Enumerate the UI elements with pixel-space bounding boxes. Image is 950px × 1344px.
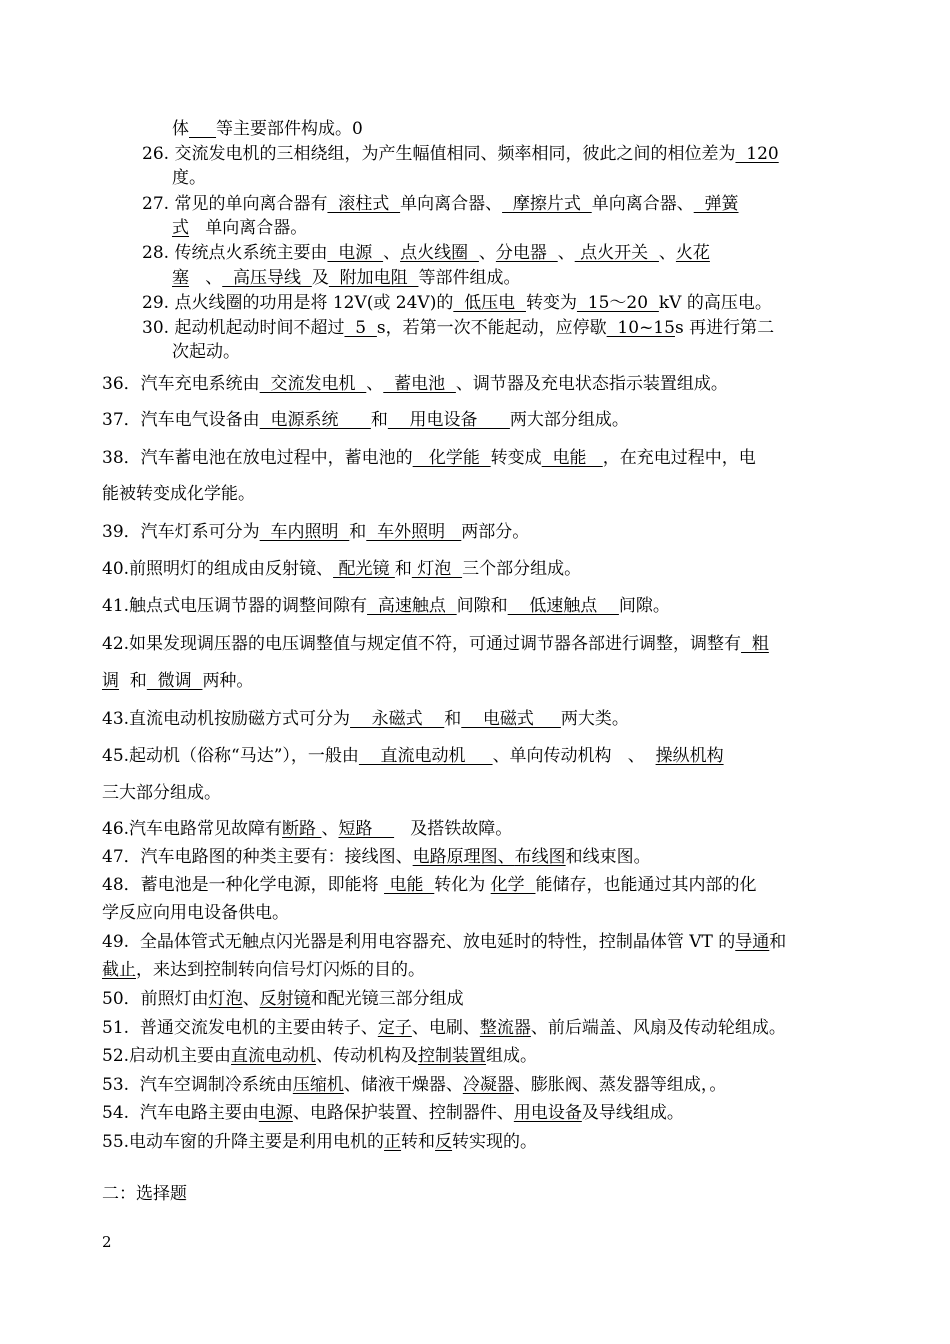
- answer-blank: 灯泡: [411, 559, 463, 579]
- text-segment: 二：选择题: [102, 1184, 187, 1204]
- text-segment: 30. 起动机起动时间不超过: [142, 318, 345, 338]
- text-segment: 、: [383, 243, 401, 263]
- text-segment: 转和: [401, 1132, 436, 1152]
- text-line: [172, 166, 206, 190]
- text-segment: 两大类。: [560, 709, 629, 729]
- page-number: 2: [102, 1233, 112, 1251]
- answer-blank: 短路: [338, 819, 395, 839]
- text-segment: 体: [172, 119, 189, 139]
- text-segment: 、单向传动机构 、: [492, 746, 656, 766]
- text-segment: 转化为: [434, 875, 491, 895]
- answer-blank: 高速触点: [367, 596, 457, 616]
- answer-blank: 120: [735, 144, 779, 164]
- text-line: [142, 291, 772, 315]
- text-line: [102, 845, 651, 869]
- text-segment: 37．汽车电气设备由: [102, 410, 260, 430]
- answer-blank: 点火线圈: [400, 243, 479, 263]
- answer-blank: 直流电动机: [231, 1046, 317, 1066]
- answer-blank: 电磁式: [461, 709, 561, 729]
- text-segment: 38．汽车蓄电池在放电过程中，蓄电池的: [102, 448, 413, 468]
- text-line: [102, 1101, 684, 1125]
- text-line: [102, 1130, 537, 1154]
- answer-blank: 粗: [741, 634, 769, 654]
- text-line: [172, 216, 307, 240]
- answer-blank: 操纵机构: [655, 746, 724, 766]
- text-segment: 和: [394, 559, 412, 579]
- text-segment: 及搭铁故障。: [394, 819, 513, 839]
- text-segment: 单向离合器、: [400, 194, 503, 214]
- text-segment: s 再进行第二: [674, 318, 775, 338]
- text-segment: 次起动。: [172, 342, 240, 362]
- text-segment: 和: [349, 522, 367, 542]
- text-segment: 49. 全晶体管式无触点闪光器是利用电容器充、放电延时的特性，控制晶体管 VT 的: [102, 932, 736, 952]
- text-segment: ，在充电过程中，电: [602, 448, 756, 468]
- answer-blank: 用电设备: [387, 410, 510, 430]
- text-segment: 间隙和: [456, 596, 508, 616]
- text-segment: 等主要部件构成。0: [216, 119, 363, 139]
- text-segment: 组成。: [486, 1046, 538, 1066]
- text-segment: 和: [769, 932, 787, 952]
- answer-blank: 截止: [102, 960, 136, 980]
- answer-blank: [189, 119, 216, 139]
- answer-blank: 调: [102, 671, 119, 691]
- text-segment: 三个部分组成。: [462, 559, 582, 579]
- text-segment: 40.前照明灯的组成由反射镜、: [102, 559, 334, 579]
- answer-blank: 5: [344, 318, 377, 338]
- text-line: [172, 266, 520, 290]
- text-segment: 能被转变成化学能。: [102, 484, 255, 504]
- text-segment: 两部分。: [461, 522, 530, 542]
- text-line: [102, 669, 253, 693]
- text-segment: 、前后端盖、风扇及传动轮组成。: [530, 1018, 786, 1038]
- text-segment: 27. 常见的单向离合器有: [142, 194, 328, 214]
- text-segment: 、: [189, 268, 223, 288]
- answer-blank: 15～20: [576, 293, 659, 313]
- answer-blank: 配光镜: [333, 559, 395, 579]
- answer-blank: 反射镜: [259, 989, 311, 1009]
- text-line: [102, 987, 464, 1011]
- text-line: [102, 632, 769, 656]
- text-line: [102, 1016, 786, 1040]
- text-segment: 两大部分组成。: [509, 410, 629, 430]
- answer-blank: 化学: [490, 875, 536, 895]
- text-segment: 、膨胀阀、蒸发器等组成，。: [513, 1075, 727, 1095]
- text-segment: 三大部分组成。: [102, 783, 221, 803]
- text-segment: 29. 点火线圈的功用是将 12V(或 24V)的: [142, 293, 454, 313]
- text-segment: 、电路保护装置、控制器件、: [292, 1103, 514, 1123]
- text-line: [172, 340, 240, 364]
- answer-blank: 10~15: [606, 318, 675, 338]
- text-segment: 度。: [172, 168, 206, 188]
- answer-blank: 直流电动机: [358, 746, 493, 766]
- answer-blank: 微调: [146, 671, 203, 691]
- text-segment: 间隙。: [618, 596, 670, 616]
- text-segment: 等部件组成。: [418, 268, 521, 288]
- text-segment: 和: [444, 709, 462, 729]
- answer-blank: 弹簧: [693, 194, 739, 214]
- text-line: [102, 958, 425, 982]
- answer-blank: 用电设备: [513, 1103, 582, 1123]
- answer-blank: 断路: [282, 819, 322, 839]
- text-segment: kV 的高压电。: [658, 293, 772, 313]
- answer-blank: 电源: [258, 1103, 293, 1123]
- text-line: [102, 930, 786, 954]
- text-segment: 学反应向用电设备供电。: [102, 903, 289, 923]
- text-segment: 51. 普通交流发电机的主要由转子、: [102, 1018, 378, 1038]
- text-segment: 52.启动机主要由: [102, 1046, 232, 1066]
- text-line: [142, 142, 779, 166]
- answer-blank: 滚柱式: [327, 194, 401, 214]
- text-line: [102, 1073, 726, 1097]
- answer-blank: 火花: [675, 243, 710, 263]
- text-segment: 39．汽车灯系可分为: [102, 522, 260, 542]
- text-segment: 单向离合器、: [591, 194, 694, 214]
- text-line: [102, 482, 255, 506]
- text-line: [102, 817, 512, 841]
- text-segment: 46.汽车电路常见故障有: [102, 819, 283, 839]
- answer-blank: 附加电阻: [328, 268, 419, 288]
- answer-blank: 分电器: [495, 243, 558, 263]
- text-segment: 45.起动机（俗称“马达”），一般由: [102, 746, 359, 766]
- text-segment: 55.电动车窗的升降主要是利用电机的: [102, 1132, 385, 1152]
- text-segment: 、: [557, 243, 575, 263]
- answer-blank: 布线图: [514, 847, 566, 867]
- answer-blank: 电能: [384, 875, 435, 895]
- answer-blank: 交流发电机: [259, 374, 367, 394]
- text-segment: 28. 传统点火系统主要由: [142, 243, 328, 263]
- answer-blank: 压缩机: [292, 1075, 344, 1095]
- text-line: [102, 520, 529, 544]
- text-segment: 和: [370, 410, 388, 430]
- text-line: [172, 117, 363, 141]
- text-line: [102, 408, 629, 432]
- text-segment: 、: [321, 819, 339, 839]
- text-segment: 和: [119, 671, 147, 691]
- answer-blank: 冷凝器: [462, 1075, 514, 1095]
- text-line: [102, 372, 728, 396]
- answer-blank: 点火开关: [574, 243, 659, 263]
- text-segment: 转实现的。: [452, 1132, 538, 1152]
- text-line: [102, 446, 756, 470]
- text-segment: 53. 汽车空调制冷系统由: [102, 1075, 293, 1095]
- text-segment: 能储存，也能通过其内部的化: [535, 875, 757, 895]
- answer-blank: 电源系统: [259, 410, 371, 430]
- text-segment: 36．汽车充电系统由: [102, 374, 260, 394]
- text-line: [102, 901, 289, 925]
- text-segment: 转变成: [490, 448, 542, 468]
- text-segment: 42.如果发现调压器的电压调整值与规定值不符，可通过调节器各部进行调整，调整有: [102, 634, 742, 654]
- text-segment: 、电刷、: [411, 1018, 480, 1038]
- answer-blank: 电源: [327, 243, 384, 263]
- text-segment: 、调节器及充电状态指示装置组成。: [455, 374, 728, 394]
- answer-blank: 车外照明: [366, 522, 462, 542]
- text-segment: 、: [478, 243, 496, 263]
- text-segment: s，若第一次不能起动，应停歇: [376, 318, 607, 338]
- text-segment: 、: [658, 243, 676, 263]
- text-segment: 、储液干燥器、: [343, 1075, 463, 1095]
- text-segment: 50．前照灯由: [102, 989, 209, 1009]
- text-segment: 54. 汽车电路主要由: [102, 1103, 259, 1123]
- text-segment: 两种。: [202, 671, 254, 691]
- answer-blank: 正: [384, 1132, 402, 1152]
- text-line: [142, 241, 710, 265]
- text-line: [102, 744, 724, 768]
- answer-blank: 摩擦片式: [502, 194, 592, 214]
- text-segment: 和配光镜三部分组成: [310, 989, 464, 1009]
- answer-blank: 电能: [541, 448, 603, 468]
- answer-blank: 电路原理图、: [412, 847, 515, 867]
- text-segment: 及: [311, 268, 329, 288]
- text-segment: 、: [242, 989, 260, 1009]
- answer-blank: 永磁式: [350, 709, 445, 729]
- answer-blank: 塞: [172, 268, 189, 288]
- text-segment: ，来达到控制转向信号灯闪烁的目的。: [136, 960, 425, 980]
- answer-blank: 化学能: [412, 448, 491, 468]
- text-segment: 及导线组成。: [581, 1103, 684, 1123]
- text-line: [102, 707, 629, 731]
- answer-blank: 低压电: [453, 293, 526, 313]
- answer-blank: 高压导线: [222, 268, 312, 288]
- text-segment: 41.触点式电压调节器的调整间隙有: [102, 596, 368, 616]
- text-line: [102, 781, 221, 805]
- answer-blank: 定子: [377, 1018, 412, 1038]
- answer-blank: 蓄电池: [383, 374, 456, 394]
- text-line: [102, 873, 756, 897]
- answer-blank: 导通: [735, 932, 770, 952]
- answer-blank: 低速触点: [507, 596, 619, 616]
- text-segment: 、: [366, 374, 384, 394]
- answer-blank: 车内照明: [259, 522, 350, 542]
- text-segment: 48．蓄电池是一种化学电源，即能将: [102, 875, 385, 895]
- text-line: [142, 316, 774, 340]
- answer-blank: 式: [172, 218, 189, 238]
- text-segment: 和线束图。: [565, 847, 651, 867]
- text-line: [142, 192, 739, 216]
- answer-blank: 控制装置: [418, 1046, 487, 1066]
- text-line: [102, 557, 581, 581]
- text-segment: 、传动机构及: [316, 1046, 419, 1066]
- text-segment: 43.直流电动机按励磁方式可分为: [102, 709, 351, 729]
- text-line: [102, 1044, 537, 1068]
- text-segment: 单向离合器。: [189, 218, 308, 238]
- answer-blank: 整流器: [479, 1018, 531, 1038]
- answer-blank: 反: [435, 1132, 453, 1152]
- text-segment: 转变为: [525, 293, 577, 313]
- text-line: [102, 594, 670, 618]
- answer-blank: 灯泡: [208, 989, 243, 1009]
- text-segment: 47．汽车电路图的种类主要有：接线图、: [102, 847, 413, 867]
- text-line: [102, 1182, 187, 1206]
- text-segment: 26. 交流发电机的三相绕组，为产生幅值相同、频率相同，彼此之间的相位差为: [142, 144, 736, 164]
